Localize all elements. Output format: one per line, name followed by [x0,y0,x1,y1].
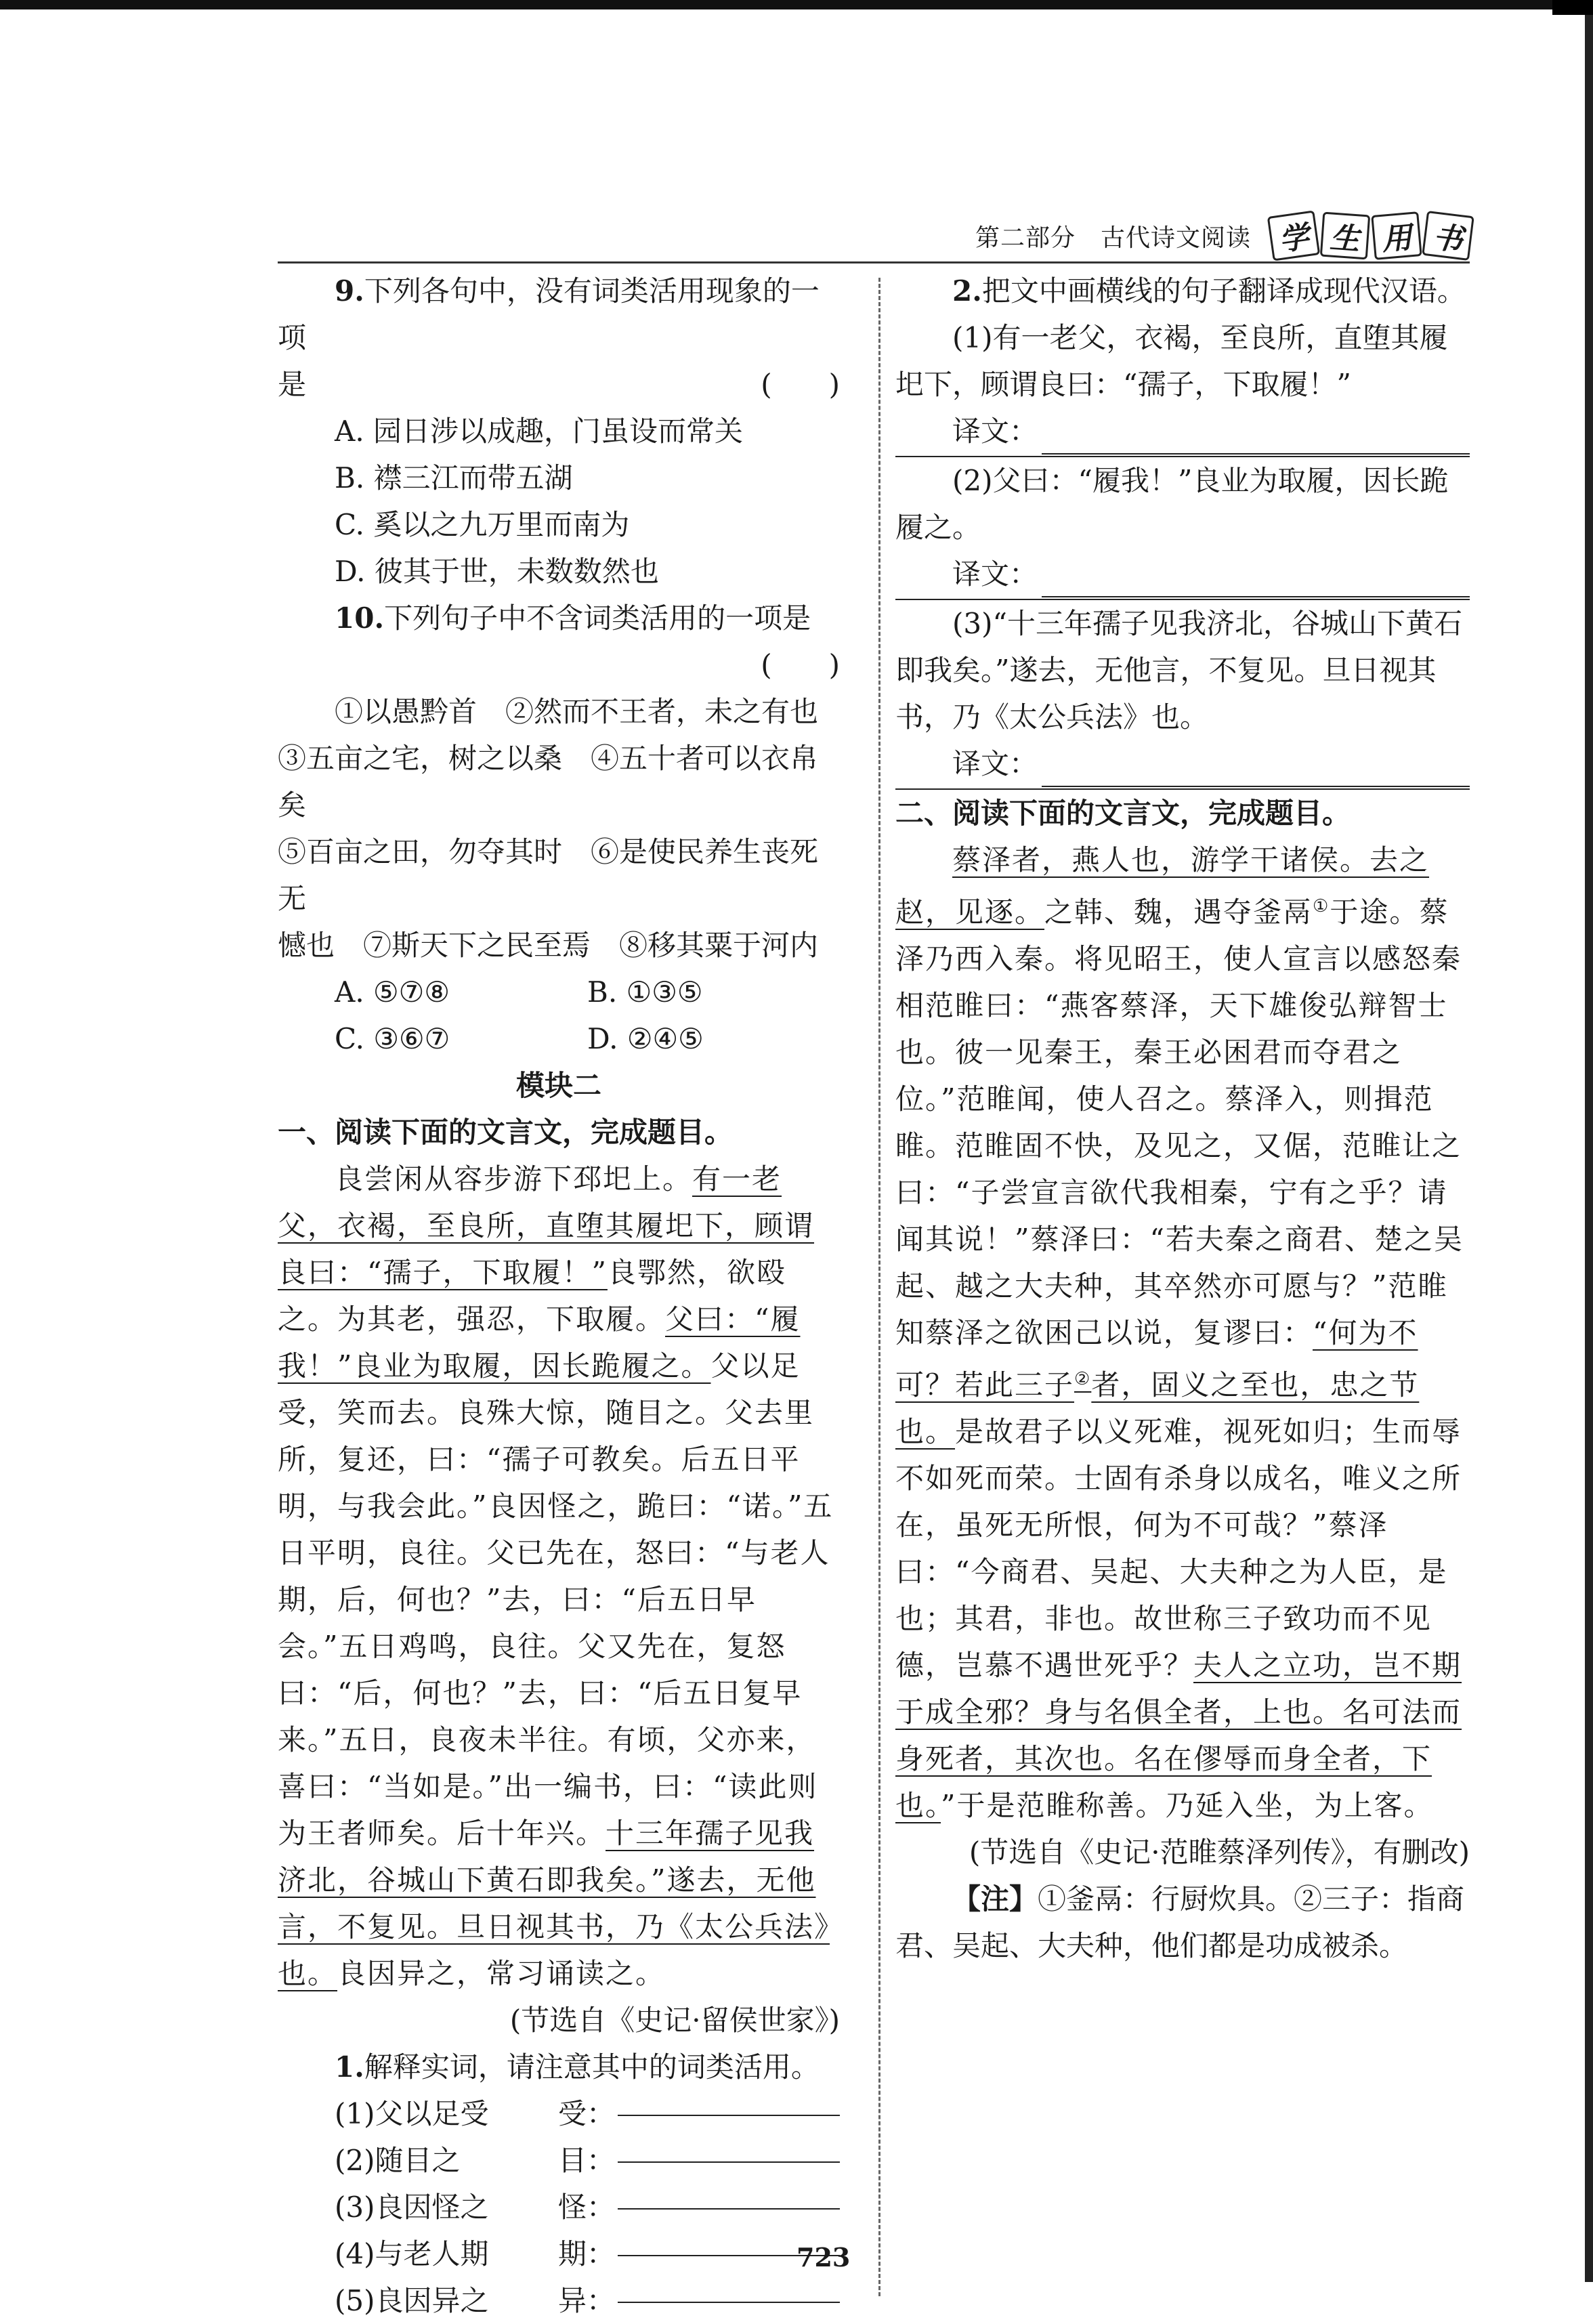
answer-blank[interactable] [618,2090,840,2116]
q2-sentence-1: (1)有一老父，衣褐，至良所，直堕其履圯下，顾谓良曰：“孺子，下取履！” [895,321,1448,401]
q1-item: (4)与老人期 期： [278,2231,840,2277]
column-divider [878,278,880,2296]
right-column [895,268,1470,1969]
option: C. 奚以之九万里而南为 [335,508,630,541]
page-header [975,215,1472,256]
translation-row: 译文： [895,740,1470,787]
module-title: 模块二 [515,1069,601,1102]
q10-line: ③五亩之宅，树之以桑 ④五十者可以衣帛矣 [278,742,819,822]
passage-1: 良尝闲从容步游下邳圯上。有一老父，衣褐，至良所，直堕其履圯下，顾谓良曰：“孺子，下取履！”良鄂然，欲殴之。为其老，强忍，下取履。父曰：“履我！”良业为取履，因长跪履之。父以足受，笑而去。良殊大惊，随目之。父去里所，复还，曰：“孺子可教矣。后五日平明，与我会此。”良因怪之，跪曰：“诺。”五日平明，良往。父已先在，怒曰：“与老人期，后，何也？”去，曰：“后五日早会。”五日鸡鸣，良往。父又先在，复怒曰：“后，何也？”去，曰：“后五日复早来。”五日，良夜未半往。有顷，父亦来，喜曰：“当如是。”出一编书，曰：“读此则为王者师矣。后十年兴。十三年孺子见我济北，谷城山下黄石即我矣。”遂去，无他言，不复见。旦日视其书，乃《太公兵法》也。良因异之，常习诵读之。 [278,1162,834,1990]
section-title: 第二部分 古代诗文阅读 [975,224,1252,252]
header-rule [278,261,1470,263]
answer-paren: ( ) [761,648,840,681]
passage-1-source: (节选自《史记·留侯世家》) [509,2004,840,2037]
q1-item: (5)良因异之 异： [278,2277,840,2324]
page-number: 723 [796,2242,851,2273]
stamp-char: 书 [1422,211,1474,261]
passage-2: 蔡泽者，燕人也，游学干诸侯。去之赵，见逐。之韩、魏，遇夺釜鬲①于途。蔡泽乃西入秦。将见昭王，使人宣言以感怒秦相范睢曰：“燕客蔡泽，天下雄俊弘辩智士也。彼一见秦王，秦王必困君而夺君之位。”范睢闻，使人召之。蔡泽入，则揖范睢。范睢固不快，及见之，又倨，范睢让之曰：“子尝宣言欲代我相秦，宁有之乎？请闻其说！”蔡泽曰：“若夫秦之商君、楚之吴起、越之大夫种，其卒然亦可愿与？”范睢知蔡泽之欲困己以说，复谬曰：“何为不可？若此三子②者，固义之至也，忠之节也。是故君子以义死难，视死如归；生而辱不如死而荣。士固有杀身以成名，唯义之所在，虽死无所恨，何为不可哉？”蔡泽曰：“今商君、吴起、大夫种之为人臣，是也；其君，非也。故世称三子致功而不见德，岂慕不遇世死乎？夫人之立功，岂不期于成全邪？身与名俱全者，上也。名可法而身死者，其次也。名在僇辱而身全者，下也。”于是范睢称善。乃延入坐，为上客。 [895,843,1464,1822]
q1-item: (3)良因怪之 怪： [278,2184,840,2231]
passage-2-source: (节选自《史记·范睢蔡泽列传》，有删改) [969,1836,1470,1869]
q1-item: (2)随目之 目： [278,2137,840,2184]
scan-edge-corner [1552,0,1593,15]
stamp-char: 生 [1320,212,1370,260]
q9-stem: 9.下列各句中，没有词类活用现象的一项 [278,274,820,354]
stamp-char: 用 [1371,211,1422,260]
answer-blank[interactable] [1042,761,1470,787]
option: A. 园日涉以成趣，门虽设而常关 [335,415,744,448]
translation-row: 译文： [895,551,1470,597]
answer-blank[interactable] [618,2184,840,2210]
answer-blank[interactable] [618,2277,840,2303]
option: D. ②④⑤ [587,1022,704,1055]
q1-stem: 1.解释实词，请注意其中的词类活用。 [335,2050,820,2084]
annotation: 【注】①釜鬲：行厨炊具。②三子：指商君、吴起、大夫种，他们都是功成被杀。 [895,1882,1465,1962]
q10-line: ⑤百亩之田，勿夺其时 ⑥是使民养生丧死无 [278,835,819,915]
section-2-title: 二、阅读下面的文言文，完成题目。 [895,797,1351,830]
answer-blank[interactable] [618,2137,840,2163]
section-1-title: 一、阅读下面的文言文，完成题目。 [278,1116,734,1149]
q1-item: (1)父以足受 受： [278,2090,840,2137]
option: B. 襟三江而带五湖 [335,461,573,494]
q10-options-ab [278,969,840,1015]
q2-stem: 2.把文中画横线的句子翻译成现代汉语。 [952,274,1466,308]
translation-row: 译文： [895,408,1470,455]
q10-line: ①以愚黔首 ②然而不王者，未之有也 [335,695,819,728]
option: B. ①③⑤ [587,975,703,1009]
answer-paren: ( ) [761,368,840,401]
scan-edge-top [0,0,1593,9]
answer-blank[interactable] [1042,572,1470,597]
option: D. 彼其于世，未数数然也 [335,555,659,588]
q9-stem-tail: 是 ( ) [278,361,840,408]
q10-options-cd [278,1015,840,1062]
left-column [278,268,840,2324]
scan-edge-right [1585,0,1593,2282]
q10-stem: 10.下列句子中不含词类活用的一项是 [335,601,811,635]
q10-line: 憾也 ⑦斯天下之民至焉 ⑧移其粟于河内 [278,929,819,962]
q2-sentence-2: (2)父曰：“履我！”良业为取履，因长跪履之。 [895,464,1449,544]
q2-sentence-3: (3)“十三年孺子见我济北，谷城山下黄石即我矣。”遂去，无他言，不复见。旦日视其书，乃《太公兵法》也。 [895,607,1462,734]
stamp-char: 学 [1267,210,1321,261]
option: C. ③⑥⑦ [335,1022,450,1055]
option: A. ⑤⑦⑧ [335,975,450,1009]
student-book-stamps [1266,213,1472,258]
answer-blank[interactable] [1042,429,1470,455]
